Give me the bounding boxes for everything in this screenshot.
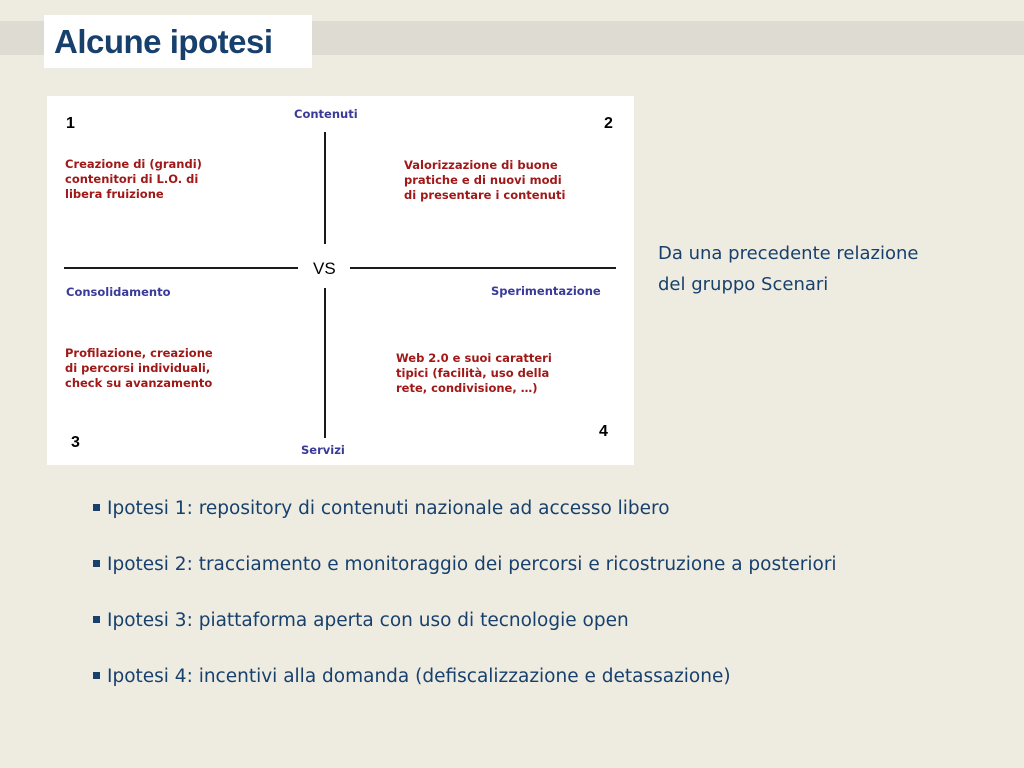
square-bullet-icon — [93, 616, 100, 623]
square-bullet-icon — [93, 504, 100, 511]
square-bullet-icon — [93, 672, 100, 679]
quadrant-diagram — [47, 96, 634, 465]
list-item — [90, 659, 837, 715]
quadrant-text-4: Web 2.0 e suoi caratteri tipici (facilità, uso della rete, condivisione, …) — [396, 351, 552, 395]
horizontal-axis-left — [64, 267, 298, 269]
quadrant-number-2: 2 — [604, 115, 613, 132]
axis-label-servizi: Servizi — [301, 443, 345, 457]
axis-label-sperimentazione: Sperimentazione — [491, 284, 601, 298]
square-bullet-icon — [93, 560, 100, 567]
hypothesis-text: Ipotesi 3: piattaforma aperta con uso di tecnologie open — [107, 610, 629, 631]
list-item — [90, 491, 837, 547]
axis-label-consolidamento: Consolidamento — [66, 285, 171, 299]
quadrant-text-2: Valorizzazione di buone pratiche e di nuovi modi di presentare i contenuti — [404, 158, 566, 202]
quadrant-text-3: Profilazione, creazione di percorsi individuali, check su avanzamento — [65, 346, 213, 390]
vertical-axis-top — [324, 132, 326, 244]
hypothesis-list — [90, 491, 837, 715]
hypothesis-text: Ipotesi 4: incentivi alla domanda (defiscalizzazione e detassazione) — [107, 666, 731, 687]
quadrant-text-1: Creazione di (grandi) contenitori di L.O. di libera fruizione — [65, 157, 202, 201]
list-item — [90, 603, 837, 659]
source-note: Da una precedente relazione del gruppo Scenari — [658, 243, 919, 295]
hypothesis-text: Ipotesi 1: repository di contenuti nazionale ad accesso libero — [107, 498, 670, 519]
quadrant-number-3: 3 — [71, 434, 80, 451]
vertical-axis-bottom — [324, 288, 326, 438]
axis-label-contenuti: Contenuti — [294, 107, 358, 121]
page-title: Alcune ipotesi — [54, 23, 273, 60]
quadrant-number-1: 1 — [66, 115, 75, 132]
list-item — [90, 547, 837, 603]
hypothesis-text: Ipotesi 2: tracciamento e monitoraggio dei percorsi e ricostruzione a posteriori — [107, 554, 837, 575]
versus-label: VS — [313, 259, 336, 278]
quadrant-number-4: 4 — [599, 423, 608, 440]
horizontal-axis-right — [350, 267, 616, 269]
